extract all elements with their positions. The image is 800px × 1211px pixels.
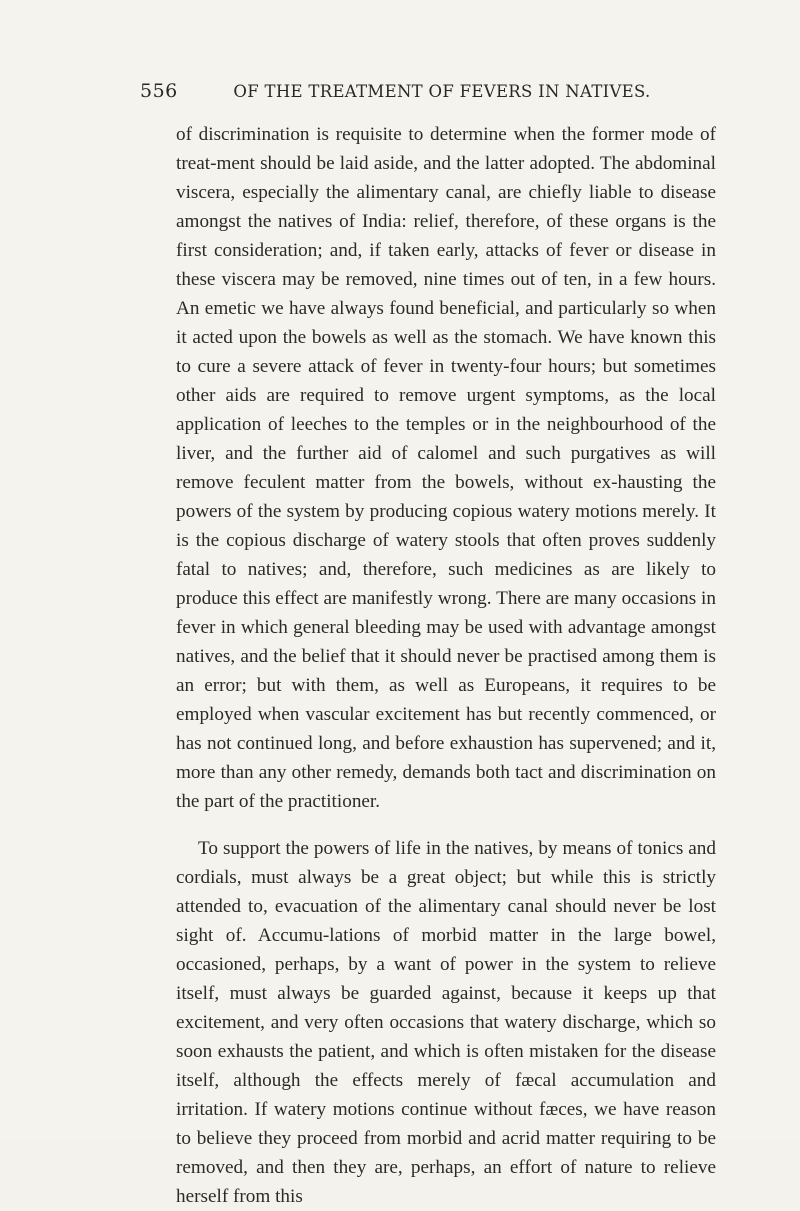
page-number: 556 (140, 80, 178, 102)
body-text (176, 120, 716, 1211)
paragraph-2: To support the powers of life in the natives, by means of tonics and cordials, must always be a great object; but while this is strictly attended to, evacuation of the alimentary canal should never be lost sight of. Accumu-lations of morbid matter in the large bowel, occasioned, perhaps, by a want of power in the system to relieve itself, must always be guarded against, because it keeps up that excitement, and very often occasions that watery discharge, which so soon exhausts the patient, and which is often mistaken for the disease itself, although the effects merely of fæcal accumulation and irritation. If watery motions continue without fæces, we have reason to believe they proceed from morbid and acrid matter requiring to be removed, and then they are, perhaps, an effort of nature to relieve herself from this (176, 838, 716, 1207)
running-head: OF THE TREATMENT OF FEVERS IN NATIVES. (233, 82, 651, 101)
paragraph-1: of discrimination is requisite to determine when the former mode of treat-ment should be laid aside, and the latter adopted. The abdominal viscera, especially the alimentary canal, are chiefly liable to disease amongst the natives of India: relief, therefore, of these organs is the first consideration; and, if taken early, attacks of fever or disease in these viscera may be removed, nine times out of ten, in a few hours. An emetic we have always found beneficial, and particularly so when it acted upon the bowels as well as the stomach. We have known this to cure a severe attack of fever in twenty-four hours; but sometimes other aids are required to remove urgent symptoms, as the local application of leeches to the temples or in the neighbourhood of the liver, and the further aid of calomel and such purgatives as will remove feculent matter from the bowels, without ex-hausting the powers of the system by producing copious watery motions merely. It is the copious discharge of watery stools that often proves suddenly fatal to natives; and, therefore, such medicines as are likely to produce this effect are manifestly wrong. There are many occasions in fever in which general bleeding may be used with advantage amongst natives, and the belief that it should never be practised among them is an error; but with them, as well as Europeans, it requires to be employed when vascular excitement has but recently commenced, or has not continued long, and before exhaustion has supervened; and it, more than any other remedy, demands both tact and discrimination on the part of the practitioner. (176, 124, 716, 812)
page-header (140, 80, 680, 106)
